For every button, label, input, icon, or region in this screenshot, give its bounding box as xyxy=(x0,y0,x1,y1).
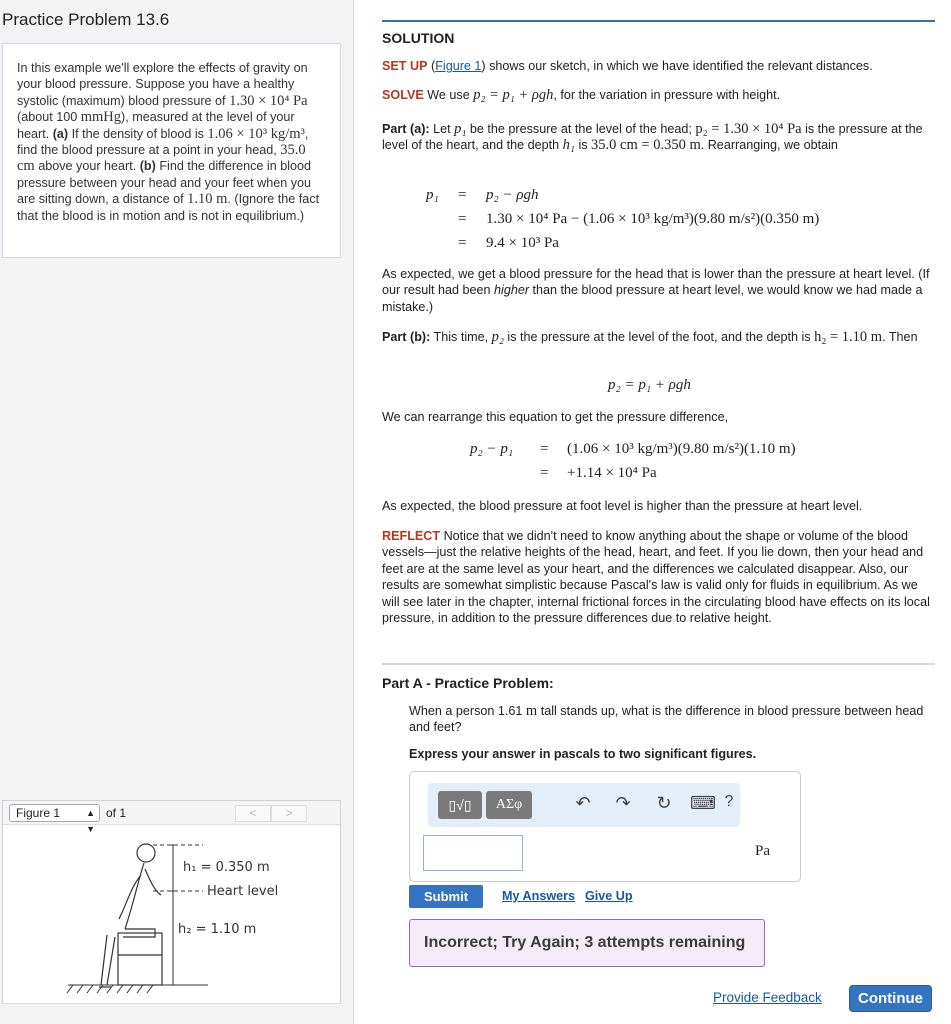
eq-b-lhs: p₂ − p₁ xyxy=(470,441,514,457)
reflect-keyword: REFLECT xyxy=(382,529,441,543)
reflect-text: Notice that we didn't need to know anything about the shape or volume of the blood vessels—just the relative heights of the head, heart, and feet. If you lie down, then your head and feet are at the same level as your heart, and the differences we calculated disappear. Also, our results are somewhat simplistic because Pascal's law is valid only for fluids in equilibrium. As we will see later in the chapter, internal frictional forces in the circulating blood have effects on its local pressure, in addition to the pressure differences due to relative height. xyxy=(382,529,930,626)
part-b-paragraph xyxy=(382,329,937,345)
problem-part-label: (a) xyxy=(52,126,69,141)
figure-sketch xyxy=(3,825,342,1010)
equation-difference xyxy=(470,441,890,487)
solve-equation: p₂ = p₁ + ρgh xyxy=(473,87,554,103)
person-sketch xyxy=(99,844,162,987)
eq-a-row2: 1.30 × 10⁴ Pa − (1.06 × 10³ kg/m³)(9.80 m/s²)(0.350 m) xyxy=(486,211,820,227)
h2-label: h₂ = 1.10 m xyxy=(178,922,257,937)
part-b-math: h₂ = 1.10 m xyxy=(814,329,883,345)
part-a-math: p₁ xyxy=(454,121,467,137)
solve-text: We use xyxy=(423,88,474,102)
expected-b-paragraph: As expected, the blood pressure at foot level is higher than the pressure at heart level. xyxy=(382,499,863,513)
part-a-text: is the pressure at the level of the heart, and the depth xyxy=(382,122,923,153)
left-panel xyxy=(0,0,354,1024)
part-b-math: p₂ xyxy=(491,329,504,345)
provide-feedback-link[interactable]: Provide Feedback xyxy=(713,990,822,1005)
continue-button[interactable]: Continue xyxy=(849,985,932,1012)
answer-unit: Pa xyxy=(755,843,770,859)
h1-label: h₁ = 0.350 m xyxy=(183,860,270,875)
problem-text: Find the difference in blood pressure between your head and your feet when you are sitting down, a distance of xyxy=(17,159,312,207)
setup-paragraph xyxy=(382,58,937,74)
section-divider xyxy=(382,663,935,665)
part-a-text: be the pressure at the level of the head; xyxy=(466,122,696,136)
part-b-text: . Then xyxy=(882,330,918,344)
question-text: tall stands up, what is the difference in blood pressure between head and feet? xyxy=(409,704,924,735)
problem-text: If the density of blood is xyxy=(68,126,208,141)
eq-a-row3: 9.4 × 10³ Pa xyxy=(486,235,559,251)
feedback-message: Incorrect; Try Again; 3 attempts remaining xyxy=(409,919,765,967)
figure-count: of 1 xyxy=(106,806,127,820)
problem-text: ), measured at the level of your heart. xyxy=(17,110,295,141)
figure-panel-footer xyxy=(2,1003,341,1024)
help-icon[interactable]: ? xyxy=(724,793,734,810)
eq-a-lhs: p₁ xyxy=(426,187,439,203)
part-a-math: h₁ xyxy=(562,137,575,154)
part-a-text: . Rearranging, we obtain xyxy=(700,138,838,153)
figure-toolbar xyxy=(3,801,340,834)
problem-math: 1.06 × 10³ kg/m³ xyxy=(207,125,305,142)
solve-text: , for the variation in pressure with height. xyxy=(553,88,781,102)
answer-box xyxy=(409,771,801,882)
answer-instruction: Express your answer in pascals to two significant figures. xyxy=(409,747,757,761)
problem-math: mmHg xyxy=(80,109,122,126)
problem-text: In this example we'll explore the effects of gravity on your blood pressure. Suppose you have a healthy systolic (maximum) blood pressure of xyxy=(17,61,308,108)
expected-a-text: than the blood pressure at heart level, we would know we had made a mistake.) xyxy=(382,283,923,314)
head-shape xyxy=(137,844,155,862)
eq-b-row2: +1.14 × 10⁴ Pa xyxy=(567,465,657,481)
select-arrows-icon: ▲ ▼ xyxy=(86,808,95,834)
reset-icon[interactable]: ↻ xyxy=(656,793,672,813)
templates-button[interactable]: ▯√▯ xyxy=(438,791,482,819)
dimension-arrows xyxy=(169,845,177,985)
question-text: When a person 1.61 xyxy=(409,704,526,718)
part-b-label: Part (b): xyxy=(382,330,431,344)
submit-button[interactable]: Submit xyxy=(409,885,483,908)
solve-paragraph xyxy=(382,87,937,103)
solve-keyword: SOLVE xyxy=(382,88,424,102)
setup-keyword: SET UP xyxy=(382,59,428,73)
setup-text: ( xyxy=(427,59,436,73)
part-b-text: This time, xyxy=(430,330,492,344)
part-a-paragraph xyxy=(382,121,937,154)
expected-a-paragraph xyxy=(382,266,937,315)
problem-text: (about 100 xyxy=(17,110,81,125)
part-b-text: is the pressure at the level of the foot, and the depth is xyxy=(503,330,815,344)
problem-part-label: (b) xyxy=(139,159,156,174)
torso-shape xyxy=(125,863,144,929)
undo-icon[interactable]: ↶ xyxy=(575,793,591,813)
eq-a-sign: = xyxy=(458,211,467,227)
eq-b-sign: = xyxy=(540,465,549,481)
redo-icon[interactable]: ↷ xyxy=(615,793,631,813)
reflect-paragraph xyxy=(382,528,937,626)
figure-panel xyxy=(2,800,341,1010)
problem-math: 1.30 × 10⁴ Pa xyxy=(229,92,308,109)
question-unit: m xyxy=(525,703,538,719)
expected-a-text: As expected, we get a blood pressure for the head that is lower than the pressure at heart level. (If our result had been xyxy=(382,267,930,298)
equation-part-b: p₂ = p₁ + ρgh xyxy=(608,377,691,393)
part-a-math: 35.0 cm = 0.350 m xyxy=(591,137,701,154)
heart-level-label: Heart level xyxy=(207,884,279,899)
part-a-label: Part (a): xyxy=(382,122,430,136)
eq-a-sign: = xyxy=(458,235,467,251)
answer-input[interactable] xyxy=(423,835,523,871)
figure-select-value: Figure 1 xyxy=(16,806,61,820)
problem-text: , find the blood pressure at a point in your head, xyxy=(17,126,309,158)
expected-a-emphasis: higher xyxy=(494,283,530,298)
give-up-link[interactable]: Give Up xyxy=(585,889,633,903)
ground-line xyxy=(67,985,208,993)
eq-b-sign: = xyxy=(540,441,549,457)
solution-divider xyxy=(382,20,935,22)
figure-1-link[interactable]: Figure 1 xyxy=(435,59,482,73)
eq-b-row1: (1.06 × 10³ kg/m³)(9.80 m/s²)(1.10 m) xyxy=(567,441,796,457)
practice-heading: Part A - Practice Problem: xyxy=(382,675,554,691)
rearrange-paragraph: We can rearrange this equation to get the pressure difference, xyxy=(382,410,729,424)
figure-select[interactable] xyxy=(9,804,100,834)
next-figure-button[interactable]: > xyxy=(271,805,307,822)
previous-figure-button[interactable]: < xyxy=(235,805,271,822)
problem-text: above your heart. xyxy=(34,159,140,174)
problem-math: 35.0 cm xyxy=(17,142,306,175)
problem-text: . (Ignore the fact that the blood is in motion and is not in equilibrium.) xyxy=(17,192,320,223)
page-title: Practice Problem 13.6 xyxy=(2,10,170,29)
problem-statement xyxy=(2,43,341,258)
my-answers-link[interactable]: My Answers xyxy=(502,889,576,903)
greek-symbols-button[interactable]: ΑΣφ xyxy=(486,791,532,819)
chair-shape xyxy=(118,933,162,985)
problem-math: 1.10 m xyxy=(187,191,228,208)
eq-a-row1: p₂ − ρgh xyxy=(486,187,539,203)
practice-question xyxy=(409,703,937,736)
part-a-text: is xyxy=(574,138,592,153)
solution-heading: SOLUTION xyxy=(382,30,455,46)
part-a-math: p₂ = 1.30 × 10⁴ Pa xyxy=(695,121,802,137)
setup-text: ) shows our sketch, in which we have identified the relevant distances. xyxy=(481,59,873,73)
part-a-text: Let xyxy=(429,122,455,136)
equation-part-a xyxy=(426,187,906,257)
eq-a-sign: = xyxy=(458,187,467,203)
math-toolbar xyxy=(428,783,740,827)
keyboard-icon[interactable]: ⌨ xyxy=(690,793,716,813)
